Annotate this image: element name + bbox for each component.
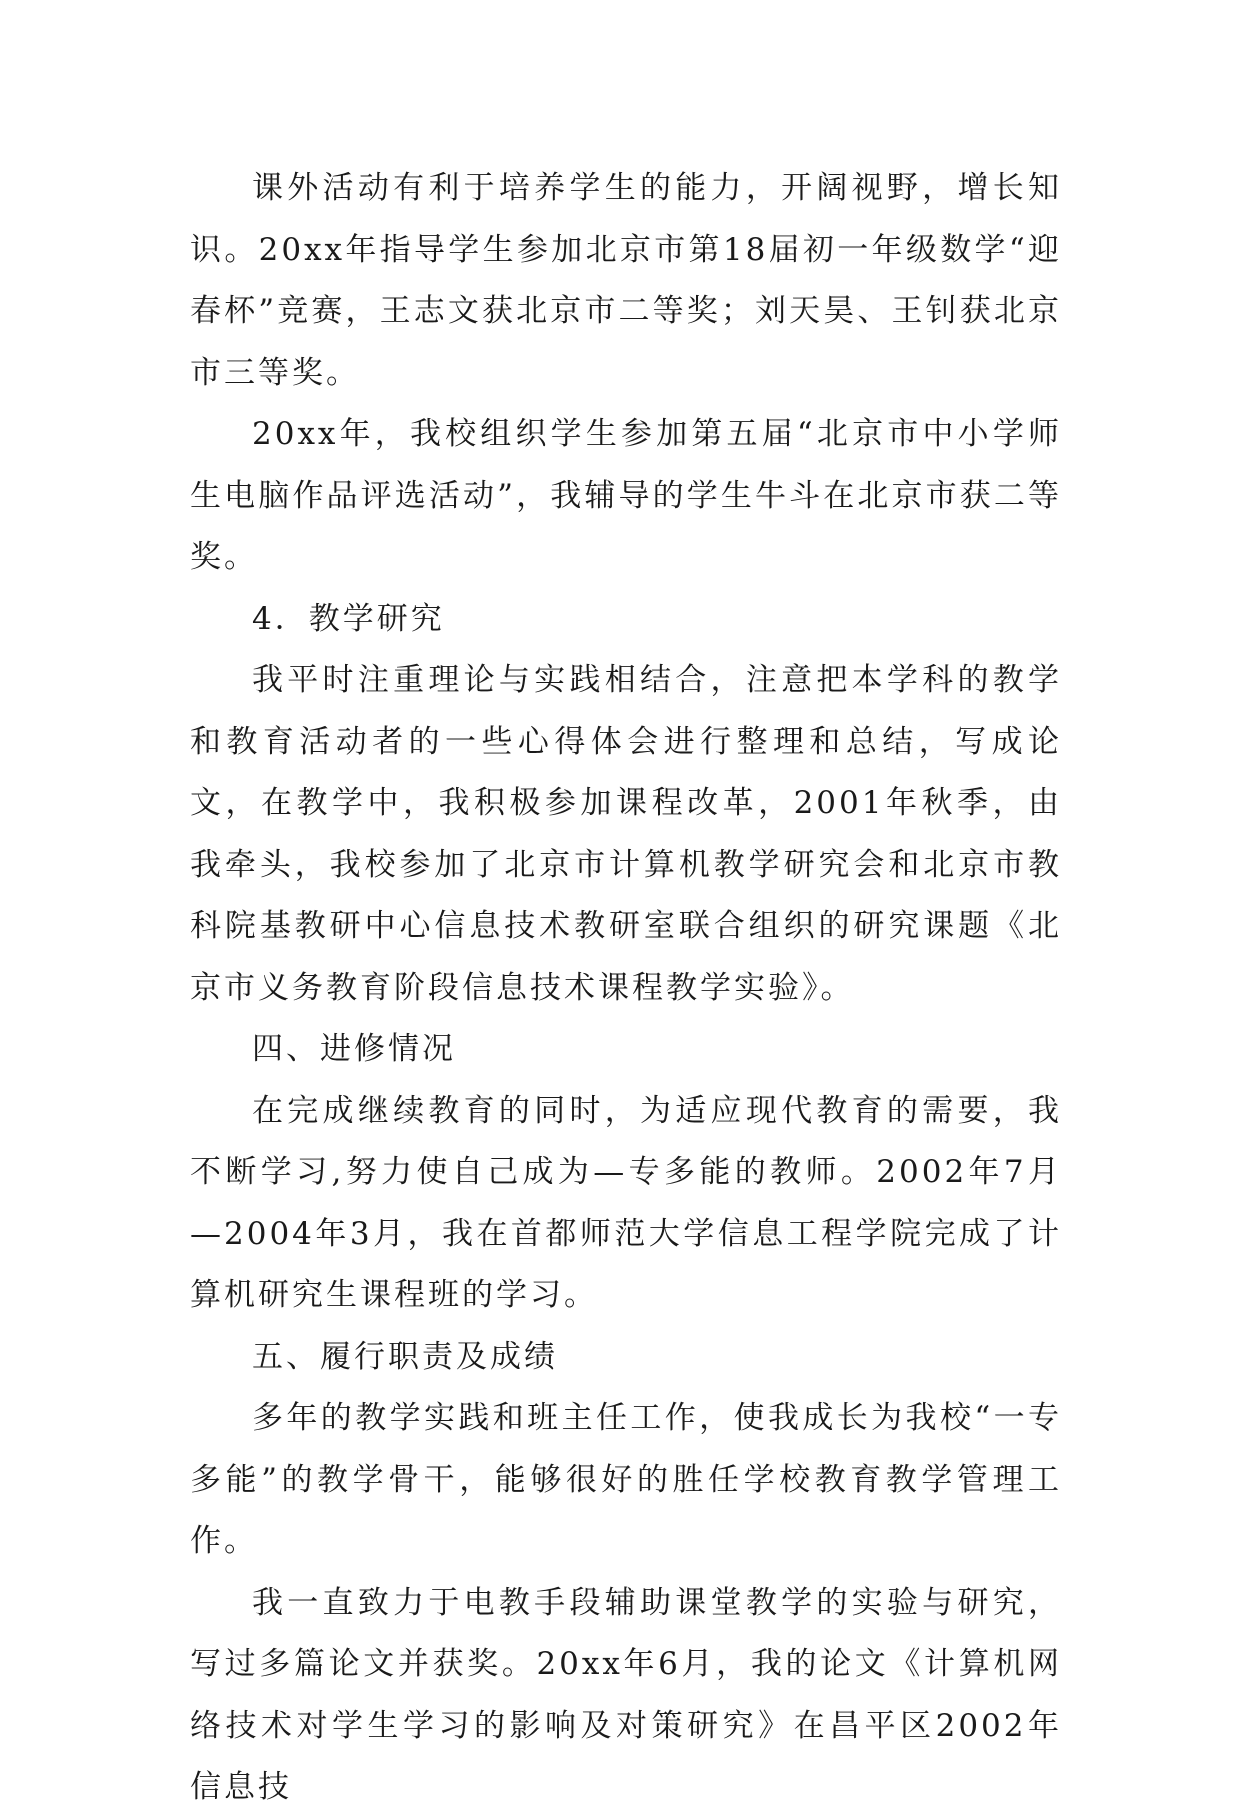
paragraph-extracurricular: 课外活动有利于培养学生的能力，开阔视野，增长知识。20xx年指导学生参加北京市第18届初一年级数学“迎春杯”竞赛，王志文获北京市二等奖；刘天昊、王钊获北京市三等奖。 [190,170,1062,391]
heading-teaching-research: 4．教学研究 [252,600,445,637]
document-body [190,158,1062,1819]
paragraph-papers: 我一直致力于电教手段辅助课堂教学的实验与研究，写过多篇论文并获奖。20xx年6月，我的论文《计算机网络技术对学生学习的影响及对策研究》在昌平区2002年信息技 [190,1584,1062,1805]
paragraph-teaching-backbone: 多年的教学实践和班主任工作，使我成长为我校“一专多能”的教学骨干，能够很好的胜任学校教育教学管理工作。 [190,1400,1062,1559]
paragraph-teaching-research: 我平时注重理论与实践相结合，注意把本学科的教学和教育活动者的一些心得体会进行整理和总结，写成论文，在教学中，我积极参加课程改革，2001年秋季，由我牵头，我校参加了北京市计算机教学研究会和北京市教科院基教研中心信息技术教研室联合组织的研究课题《北京市义务教育阶段信息技术课程教学实验》。 [190,662,1062,1006]
heading-duties-achievements: 五、履行职责及成绩 [252,1338,558,1375]
paragraph-further-study: 在完成继续教育的同时，为适应现代教育的需要，我不断学习,努力使自己成为—专多能的教师。2002年7月—2004年3月，我在首都师范大学信息工程学院完成了计算机研究生课程班的学习。 [190,1092,1062,1313]
paragraph-computer-works: 20xx年，我校组织学生参加第五届“北京市中小学师生电脑作品评选活动”，我辅导的学生牛斗在北京市获二等奖。 [190,416,1062,575]
heading-further-study: 四、进修情况 [252,1031,456,1067]
